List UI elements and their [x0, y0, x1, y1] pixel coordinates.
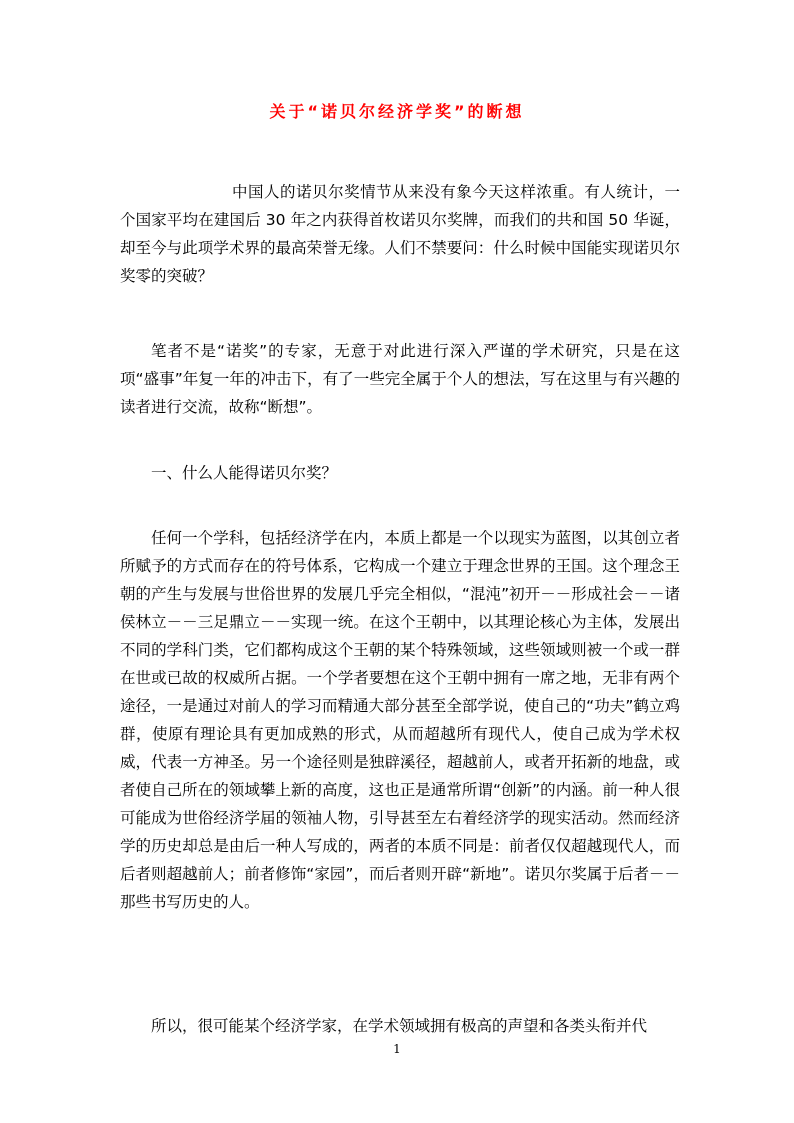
paragraph-discipline: 任何一个学科，包括经济学在内，本质上都是一个以现实为蓝图，以其创立者所赋予的方式而存在的符号体系，它构成一个建立于理念世界的王国。这个理念王朝的产生与发展与世俗世界的发展几乎完全相似，“混沌”初开－－形成社会－－诸侯林立－－三足鼎立－－实现一统。在这个王朝中，以其理论核心为主体，发展出不同的学科门类，它们都构成这个王朝的某个特殊领域，这些领域则被一个或一群在世或已故的权威所占据。一个学者要想在这个王朝中拥有一席之地，无非有两个途径，一是通过对前人的学习而精通大部分甚至全部学说，使自己的“功夫”鹤立鸡群，使原有理论具有更加成熟的形式，从而超越所有现代人，使自己成为学术权威，代表一方神圣。另一个途径则是独辟溪径，超越前人，或者开拓新的地盘，或者使自己所在的领域攀上新的高度，这也正是通常所谓“创新”的内涵。前一种人很可能成为世俗经济学届的领袖人物，引导甚至左右着经济学的现实活动。然而经济学的历史却总是由后一种人写成的，两者的本质不同是：前者仅仅超越现代人，而后者则超越前人；前者修饰“家园”，而后者则开辟“新地”。诺贝尔奖属于后者－－那些书写历史的人。 [120, 529, 680, 911]
section-heading: 一、什么人能得诺贝尔奖？ [151, 464, 338, 482]
document-title: 关于“诺贝尔经济学奖”的断想 [269, 102, 525, 121]
page-number: 1 [393, 1042, 401, 1056]
paragraph-author-note: 笔者不是“诺奖”的专家，无意于对此进行深入严谨的学术研究，只是在这项“盛事”年复一年的冲击下，有了一些完全属于个人的想法，写在这里与有兴趣的读者进行交流，故称“断想”。 [120, 342, 680, 416]
paragraph-intro: 中国人的诺贝尔奖情节从来没有象今天这样浓重。有人统计，一个国家平均在建国后 30 年之内获得首枚诺贝尔奖牌，而我们的共和国 50 华诞，却至今与此项学术界的最高荣誉无缘。人们不禁要问：什么时候中国能实现诺贝尔奖零的突破？ [120, 183, 680, 285]
paragraph-continuation: 所以，很可能某个经济学家，在学术领域拥有极高的声望和各类头衔并代 [151, 1017, 648, 1035]
